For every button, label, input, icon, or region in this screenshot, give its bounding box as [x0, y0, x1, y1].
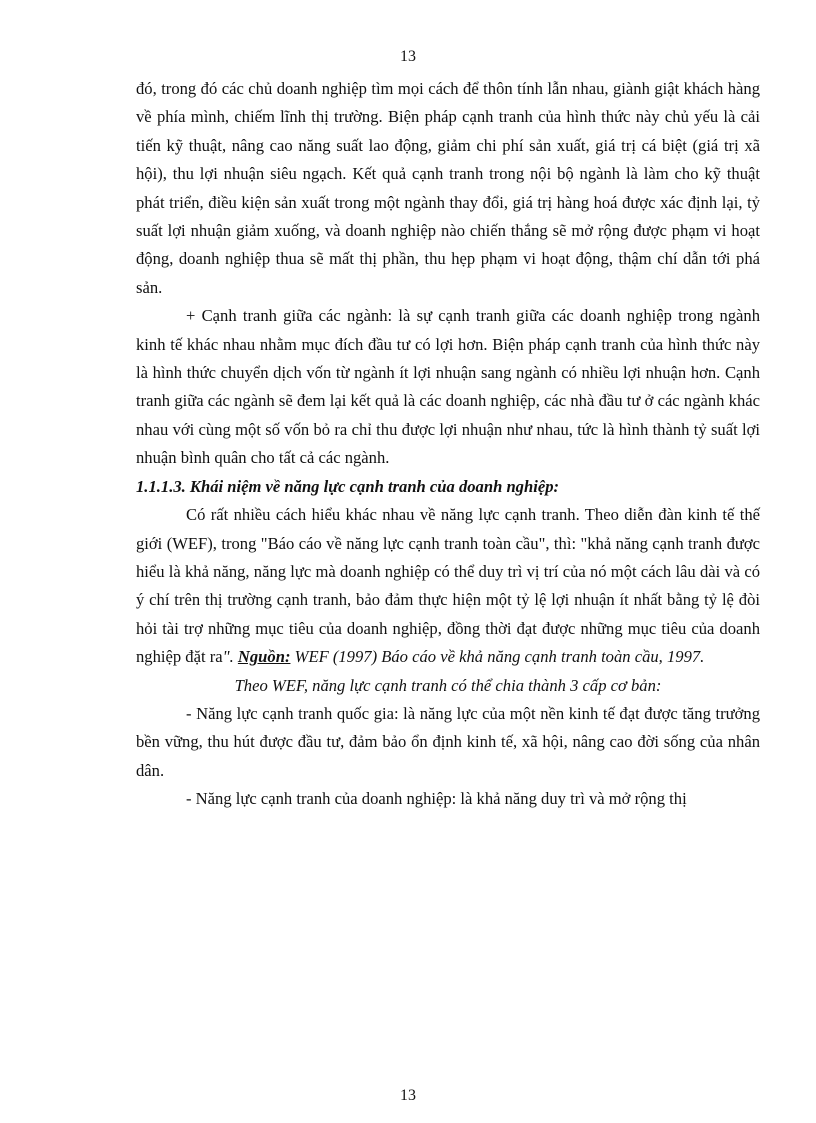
page-number-top: 13: [400, 48, 416, 65]
paragraph-intra-industry-competition: đó, trong đó các chủ doanh nghiệp tìm mọi cách để thôn tính lẫn nhau, giành giật khách hàng về phía mình, chiếm lĩnh thị trường. Biện pháp cạnh tranh của hình thức này chủ yếu là cải tiến kỹ thuật, nâng cao năng suất lao động, giảm chi phí sản xuất, giá trị cá biệt (giá trị xã hội), thu lợi nhuận siêu ngạch. Kết quả cạnh tranh trong nội bộ ngành là làm cho kỹ thuật phát triển, điều kiện sản xuất trong một ngành thay đổi, giá trị hàng hoá được xác định lại, tỷ suất lợi nhuận giảm xuống, và doanh nghiệp nào chiến thắng sẽ mở rộng được phạm vi hoạt động, doanh nghiệp thua sẽ mất thị phần, thu hẹp phạm vi hoạt động, thậm chí dẫn tới phá sản.: [136, 79, 760, 297]
paragraph-three-levels: Theo WEF, năng lực cạnh tranh có thể chia thành 3 cấp cơ bản:: [234, 675, 662, 695]
paragraph-enterprise-competitiveness: - Năng lực cạnh tranh của doanh nghiệp: là khả năng duy trì và mở rộng thị: [186, 789, 687, 809]
source-label: Nguồn:: [237, 647, 291, 667]
source-text: WEF (1997) Báo cáo về khả năng cạnh tranh toàn cầu, 1997.: [290, 647, 705, 667]
quote-end: ".: [222, 647, 234, 667]
definition-text: Có rất nhiều cách hiểu khác nhau về năng lực cạnh tranh. Theo diễn đàn kinh tế thế giới (WEF), trong "Báo cáo về năng lực cạnh tranh toàn cầu", thì: "khả năng cạnh tranh được hiểu là khả năng, năng lực mà doanh nghiệp có thể duy trì vị trí của nó một cách lâu dài và có ý chí trên thị trường cạnh tranh, bảo đảm thực hiện một tỷ lệ lợi nhuận ít nhất bằng tỷ lệ đòi hỏi tài trợ những mục tiêu của doanh nghiệp, đồng thời đạt được những mục tiêu của doanh nghiệp đặt ra: [136, 505, 760, 667]
paragraph-national-competitiveness: - Năng lực cạnh tranh quốc gia: là năng lực của một nền kinh tế đạt được tăng trưởng bền vững, thu hút được đầu tư, đảm bảo ổn định kinh tế, xã hội, nâng cao đời sống của nhân dân.: [136, 703, 760, 780]
paragraph-competitiveness-definition: [136, 501, 760, 671]
paragraph-inter-industry-competition: + Cạnh tranh giữa các ngành: là sự cạnh tranh giữa các doanh nghiệp trong ngành kinh tế khác nhau nhằm mục đích đầu tư có lợi hơn. Biện pháp cạnh tranh của hình thức này là hình thức chuyển dịch vốn từ ngành ít lợi nhuận sang ngành có nhiều lợi nhuận hơn. Cạnh tranh giữa các ngành sẽ đem lại kết quả là các doanh nghiệp, các nhà đầu tư ở các ngành khác nhau với cùng một số vốn bỏ ra chỉ thu được lợi nhuận như nhau, tức là hình thành tỷ suất lợi nhuận bình quân cho tất cả các ngành.: [136, 306, 760, 468]
page-content: [136, 75, 760, 814]
section-heading: 1.1.1.3. Khái niệm về năng lực cạnh tranh của doanh nghiệp:: [136, 476, 560, 496]
page-number-bottom: 13: [400, 1087, 416, 1104]
